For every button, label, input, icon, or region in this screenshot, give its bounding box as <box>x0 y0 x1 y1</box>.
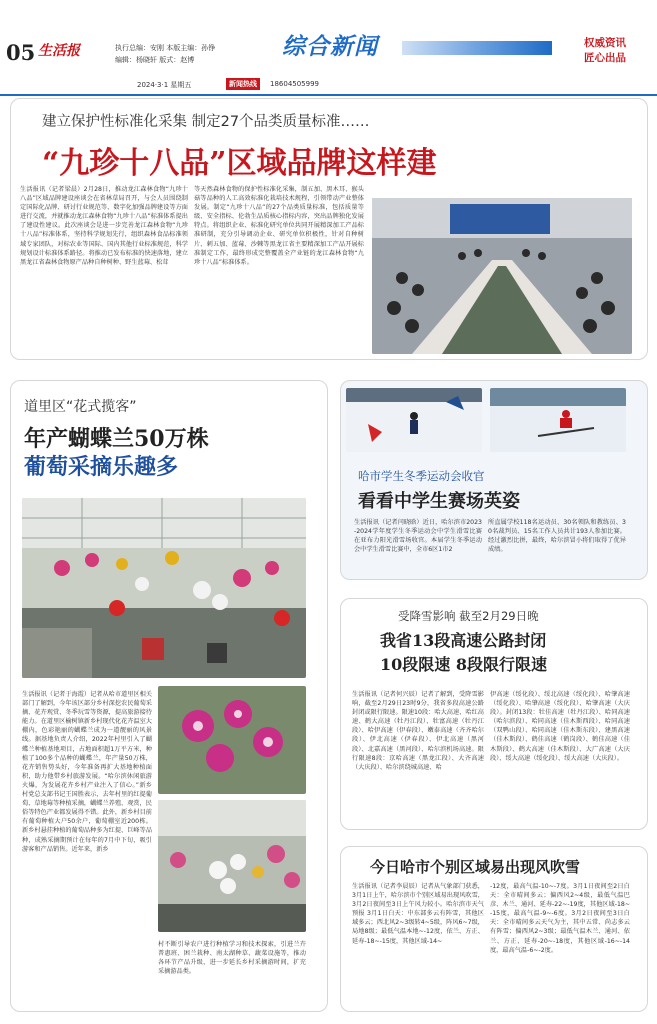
orchid-rows-photo <box>158 800 306 932</box>
meeting-photo-svg <box>372 198 632 354</box>
article1-kicker: 建立保护性标准化采集 制定27个品类质量标准…… <box>42 114 370 130</box>
article5-body-col1: 生活报讯（记者李晨辰）记者从气象部门获悉，3月1日上午，哈尔滨市个别区域易出现风吹雪，3月2日夜间至3日上午风力较小。哈尔滨市天气预报 3月1日白天：中东部多云有阵雪，其他区域多云；西北风2~3级转4~5级，阵风6~7级，局地8级；最低气温本地~-12度，依兰、方正、延寿-18~-15度，其他区域-14~ <box>352 883 484 945</box>
article1-headline-text[interactable]: “九珍十八品”区域品牌这样建 <box>42 146 437 181</box>
issue-date: 2024·3·1 星期五 <box>137 81 192 89</box>
header-decoration-bar <box>402 41 552 55</box>
article2-body-col2: 村不断引导农户进行种植学习和技术探索，引进兰卉普惠班、困兰栽种、南太湖种草、蔬菜设施等，推动各环节产品升级，进一步延长乡村采摘游时间，扩充采摘游品类。 <box>158 941 306 976</box>
article4-body-col2: 伊高速（绥化段）、绥北高速（绥化段）、哈肇高速（绥化段）、哈肇高速（绥化段）、哈肇高速（大庆段）。封闭13段：牡佳高速（牡丹江段）、哈同高速（哈尔滨段）、哈同高速（佳木斯西段）、哈同高速（双鸭山段）、哈同高速（佳木斯东段）、建黑高速（佳木斯段）、鹤佳高速（鹤岗段）、鹤佳高速（佳木斯段）、鹤大高速（佳木斯段）、大广高速（大庆段）、绥大高速（绥化段）、绥大高速（大庆段）。 <box>490 691 630 762</box>
greenhouse-photo-svg <box>22 498 306 678</box>
article3-kicker: 哈市学生冬季运动会收官 <box>358 469 485 483</box>
meeting-photo <box>372 198 632 354</box>
tagline <box>584 36 626 66</box>
editors-line-2: 编辑：杨晓轩 版式：赵博 <box>115 56 195 64</box>
ski-photo-1 <box>346 388 482 452</box>
article3-body-col1: 生活报讯（记者闫晓晗）近日，哈尔滨市2023-2024学年度学生冬季运动会中学生滑雪比赛在亚布力阳光滑雪场收官。本届学生冬季运动会中学生滑雪比赛中，全市6区1市2 <box>354 519 482 554</box>
article1-body-col1: 生活报讯（记者梁晨）2月28日，推动龙江森林食物“九珍十八品”区域品牌建设座谈会在省林草局召开，与会人员围绕制定国际化品牌、研讨行业规范等、数字化加强品牌建设等方面进行交流，并就推动龙江森林食物“九珍十八品”标准体系提出了建设性建议。此次座谈会是进一步完善龙江森林食物“九珍十八品”标准体系，坚持科学规划先行，组织森林食品标准领域专家团队，对标农业等国际、国内其他行业标准规范，科学规划设计标准体系路径。将推动已发布标准的快速落地，建立黑龙江省森林食物原产品种自种树种、野生蓝莓、松茸 <box>20 186 188 266</box>
article5-body-col2: -12度，最高气温-10~-7度。3月1日夜间至2日白天：全市晴间多云；偏西风2~4级，最低气温巴彦、木兰、通河、延寿-22~-19度，其他区域-18~-15度，最高气温-9~-6度。3月2日夜间至3日白天：全市晴间多云天气为主，其中五常、尚志多云有阵雪；偏西风2~3级；最低气温木兰、通河、依兰、方正、延寿-20~-18度，其他区域-16~-14度，最高气温-6~-2度。 <box>490 883 630 954</box>
orchid-rows-svg <box>158 800 306 932</box>
orchid-closeup-svg <box>158 686 306 794</box>
article3-body-col2: 所直属学校118名运动员、30名领队和教练员、30名裁判员、15名工作人员共计193人参加比赛。经过激烈比拼，最终，哈尔滨冒小将们取得了优异成绩。 <box>488 519 626 554</box>
page-number: 05 <box>6 40 36 65</box>
article2-headline-2[interactable]: 葡萄采摘乐趣多 <box>24 454 179 480</box>
article4-headline-2[interactable]: 10段限速 8段限行限速 <box>380 655 547 674</box>
article4-body-col1: 生活报讯（记者何兴辰）记者了解到，受降雪影响，截至2月29日23时9分，我省多段高速公路封闭或限行限速。限速10段：哈大高速、哈红高速、鹤大高速（牡丹江段）、牡富高速（牡丹江段）、哈伊高速（伊春段）、嫩泰高速（齐齐哈尔段）、伊北高速（伊春段）、伊北高速（黑河段）、北嘉高速（黑河段）、哈尔滨机场高速。限行限速8段：京哈高速（黑龙江段）、大齐高速（大庆段）、哈尔滨绕城高速、哈 <box>352 691 484 771</box>
greenhouse-orchid-photo <box>22 498 306 678</box>
ski-photo-2 <box>490 388 626 452</box>
article2-headline-1[interactable]: 年产蝴蝶兰50万株 <box>24 426 209 452</box>
section-title: 综合新闻 <box>282 34 378 60</box>
article2-kicker: 道里区“花式揽客” <box>24 399 137 415</box>
article4-headline-1[interactable]: 我省13段高速公路封闭 <box>380 631 547 650</box>
article5-headline[interactable]: 今日哈市个别区域易出现风吹雪 <box>370 858 581 876</box>
article1-body-col2: 等天然森林食物的保护性标准化采集，制五加、黑木耳、猴头菇等品种的人工高效标准化栽培技术规程，引领带动产业整体发展。制定“九珍十八品”的27个品类质量标准，包括质量等级、安全指标、伦勃生品质核心指标内容，突出品牌独化发展特点。将组织企业、标准化研究单位共同开展精深加工产品标准研制，充分引导调动企业、研究单位积极性，针对自种树片、刺五加、蓝莓、沙棘等黑龙江省主要精深加工产品开展标准制定工作，最终形成完整覆盖全产业链的龙江森林食物“九珍十八品”标准体系。 <box>194 186 364 266</box>
tagline-line-1: 权威资讯 <box>584 37 626 49</box>
article2-body-col1: 生活报讯（记者于海霞）记者从哈市道里区相关部门了解到，今年该区部分乡村深挖农民葡萄采摘、花卉观赏、冬季玩雪等资源，提高旅游接待能力。在道里区榆树镇新乡村现代化花卉温室大棚内，色彩艳丽的蝴蝶兰成为一道靓丽的风景线。据基地负责人介绍，2022年村里引入了蝴蝶兰种植基地项目，占地面积超1万平方米，种植了100多个品种的蝴蝶兰，年产量50万株，花卉销售势头好，今年准备再扩大基地种植面积，助力他带乡村旅游发展。“哈尔滨休闲旅游火爆，为发展花卉乡村产业注入了信心。”新乡村党总支部书记王国胜表示，去年村里的红提葡萄、草地莓等种植采摘，蝴蝶兰养殖、观赏，民俗等特色产业都发展得不错。此外，新乡村目前有葡萄种植大户50余户，葡萄棚室近200栋。新乡村悬挂种植的葡萄品种多为红提、巨峰等品种，成熟采摘期预计在每年的7月中下旬，吸引游客和产品销售。近年来，新乡 <box>22 691 152 853</box>
header-divider <box>0 94 657 96</box>
ski-photo-1-svg <box>346 388 482 452</box>
editors-line-1: 执行总编：安刚 本版主编：孙铮 <box>115 44 216 52</box>
hotline-number: 18604505999 <box>270 80 319 88</box>
tagline-line-2: 匠心出品 <box>584 52 626 64</box>
article1-headline[interactable] <box>42 138 437 182</box>
article4-kicker: 受降雪影响 截至2月29日晚 <box>398 609 539 623</box>
newspaper-logo: 生活报 <box>38 43 80 59</box>
editor-credits <box>115 42 215 66</box>
article3-headline[interactable]: 看看中学生赛场英姿 <box>358 491 520 512</box>
hotline-label: 新闻热线 <box>226 78 260 90</box>
orchid-closeup-photo <box>158 686 306 794</box>
ski-photo-2-svg <box>490 388 626 452</box>
